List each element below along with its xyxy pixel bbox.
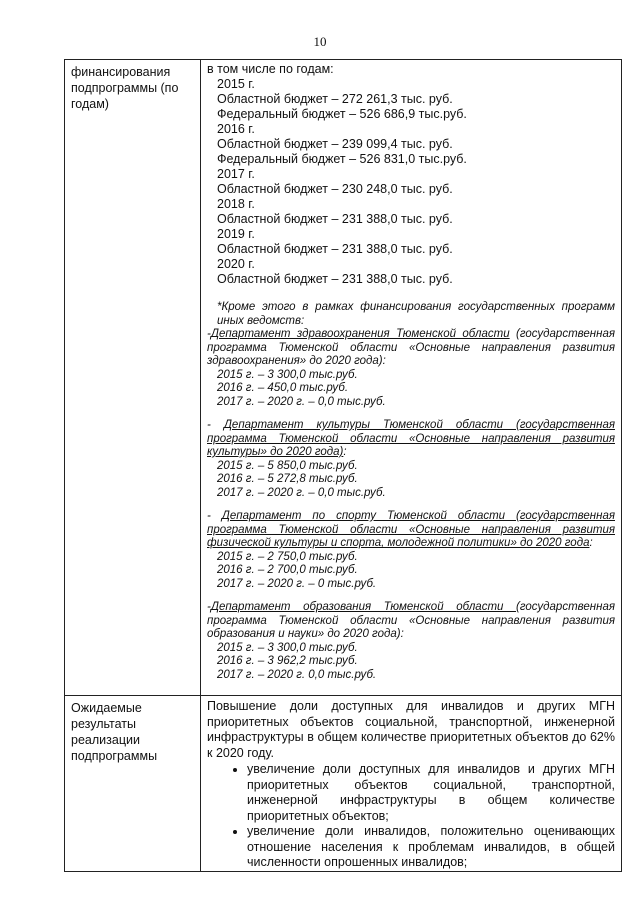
financing-content-cell (201, 60, 622, 696)
financing-intro: в том числе по годам: (207, 62, 334, 76)
year-block (207, 197, 615, 227)
results-label-cell (65, 696, 201, 872)
dept-amount: 2017 г. – 2020 г. – 0 тыс.руб. (217, 577, 377, 590)
dept-program: (государственная программа Тюменской области «Основные направления развития здравоохранения» до 2020 года): (207, 328, 615, 367)
year-label: 2019 г. (217, 227, 255, 241)
financing-label (65, 60, 200, 112)
budget-line: Областной бюджет – 272 261,3 тыс. руб. (217, 92, 453, 106)
results-label (65, 696, 200, 764)
results-list (201, 762, 621, 871)
dept-program: : (343, 446, 347, 458)
dept-name: Департамент здравоохранения Тюменской области (210, 328, 510, 340)
other-programs-note: *Кроме этого в рамках финансирования государственных программ иных ведомств: (217, 301, 615, 327)
budget-line: Областной бюджет – 239 099,4 тыс. руб. (217, 137, 453, 151)
dept-lead: - (207, 601, 211, 613)
dept-amount: 2016 г. – 3 962,2 тыс.руб. (217, 655, 358, 667)
year-block (207, 122, 615, 167)
results-intro: Повышение доли доступных для инвалидов и других МГН приоритетных объектов социальной, транспортной, инженерной инфраструктуры в общем количестве приоритетных объектов до 62% к 2020 году. (207, 699, 615, 760)
department-block (207, 328, 615, 369)
dept-amount: 2015 г. – 2 750,0 тыс.руб. (217, 550, 358, 563)
dept-name: Департамент образования Тюменской области (210, 601, 517, 613)
department-block (207, 510, 615, 551)
dept-amount: 2016 г. – 2 700,0 тыс.руб. (217, 564, 358, 576)
year-block (207, 257, 615, 287)
year-block (207, 167, 615, 197)
year-label: 2016 г. (217, 122, 255, 136)
page-number: 10 (313, 34, 327, 49)
year-label: 2017 г. (217, 167, 255, 181)
dept-lead: - (207, 419, 224, 431)
label-line (71, 80, 194, 96)
label-line: годам) (71, 97, 109, 111)
dept-amount: 2015 г. – 5 850,0 тыс.руб. (217, 459, 358, 472)
list-item: • увеличение доли доступных для инвалидов и других МГН приоритетных объектов социальной, транспортной, инженерной инфраструктуры в общем количестве приоритетных объектов; (247, 762, 615, 824)
year-block (207, 77, 615, 122)
dept-amount: 2016 г. – 450,0 тыс.руб. (217, 382, 349, 394)
dept-program: (государственная программа Тюменской области «Основные направления развития образования и науки» до 2020 года): (207, 601, 615, 640)
year-label: 2018 г. (217, 197, 255, 211)
dept-amount: 2015 г. – 3 300,0 тыс.руб. (217, 641, 358, 654)
label-line: результаты (71, 717, 136, 731)
label-line: Ожидаемые (71, 701, 142, 715)
budget-line: Областной бюджет – 231 388,0 тыс. руб. (217, 242, 453, 256)
financing-row (65, 60, 622, 696)
year-label: 2015 г. (217, 77, 255, 91)
dept-lead: - (207, 328, 211, 340)
dept-amount: 2017 г. – 2020 г. – 0,0 тыс.руб. (217, 395, 386, 408)
dept-name: Департамент по спорту Тюменской области (государственная программа Тюменской области «Основные направления развития физической культуры и спорта, молодежной политики» до 2020 года (207, 510, 615, 549)
dept-program: : (589, 537, 593, 549)
budget-line: Федеральный бюджет – 526 686,9 тыс.руб. (217, 107, 467, 121)
dept-amount: 2016 г. – 5 272,8 тыс.руб. (217, 473, 358, 485)
dept-lead: - (207, 510, 222, 522)
dept-name: Департамент культуры Тюменской области (государственная программа Тюменской области «Основные направления развития культуры» до 2020 года) (207, 419, 615, 458)
label-line: подпрограммы (71, 749, 158, 763)
financing-body (201, 60, 621, 682)
list-item: • увеличение доли инвалидов, положительно оценивающих отношение населения к проблемам инвалидов, в общей численности опрошенных инвалидов; (247, 824, 615, 871)
dept-amount: 2017 г. – 2020 г. 0,0 тыс.руб. (217, 668, 377, 681)
department-block (207, 419, 615, 460)
year-block (207, 227, 615, 257)
results-row (65, 696, 622, 872)
label-line: реализации (71, 733, 140, 747)
label-line: финансирования (71, 65, 171, 79)
budget-line: Федеральный бюджет – 526 831,0 тыс.руб. (217, 152, 467, 166)
budget-line: Областной бюджет – 231 388,0 тыс. руб. (217, 212, 453, 226)
year-label: 2020 г. (217, 257, 255, 271)
results-content-cell (201, 696, 622, 872)
budget-line: Областной бюджет – 231 388,0 тыс. руб. (217, 272, 453, 286)
financing-label-cell (65, 60, 201, 696)
passport-table (64, 59, 622, 872)
dept-amount: 2015 г. – 3 300,0 тыс.руб. (217, 368, 358, 381)
dept-amount: 2017 г. – 2020 г. – 0,0 тыс.руб. (217, 486, 386, 499)
label-line: подпрограммы (по (71, 81, 179, 95)
department-block (207, 601, 615, 642)
budget-line: Областной бюджет – 230 248,0 тыс. руб. (217, 182, 453, 196)
